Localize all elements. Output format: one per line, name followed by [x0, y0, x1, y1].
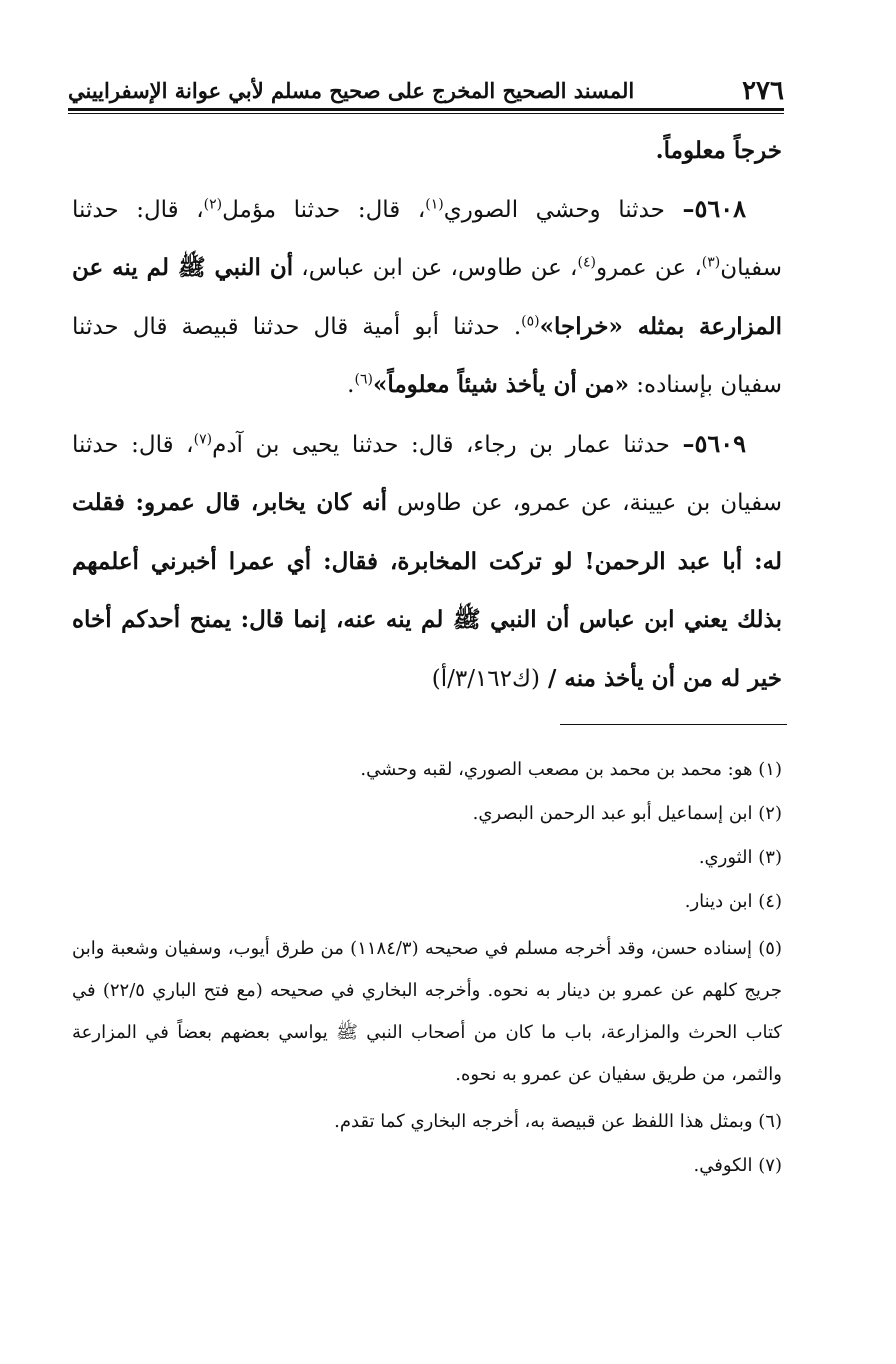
footnote-2: (٢) ابن إسماعيل أبو عبد الرحمن البصري. — [472, 803, 782, 824]
text-run: ، قال: حدثنا سفيان بن عيينة، عن عمرو، عن طاوس — [72, 431, 782, 516]
quoted-word: «خراجا» — [539, 312, 623, 340]
page-header — [68, 72, 784, 106]
continuation-paragraph: خرجاً معلوماً. — [655, 137, 782, 164]
header-rule-thick — [68, 108, 784, 111]
text-run: ، عن عمرو — [595, 255, 702, 281]
running-title: المسند الصحيح المخرج على صحيح مسلم لأبي عوانة الإسفراييني — [68, 78, 635, 103]
footnote-6: (٦) وبمثل هذا اللفظ عن قبيصة به، أخرجه البخاري كما تقدم. — [334, 1111, 782, 1132]
main-text — [72, 122, 782, 708]
hadith-number: ٥٦٠٩– — [682, 428, 746, 458]
page-number: ٢٧٦ — [742, 76, 784, 106]
text-run: ، قال: حدثنا سفيان — [72, 196, 782, 281]
footnotes — [72, 752, 782, 1192]
footnote-4: (٤) ابن دينار. — [684, 891, 782, 912]
footnote-1: (١) هو: محمد بن محمد بن مصعب الصوري، لقبه وحشي. — [360, 759, 782, 780]
footnote-ref: (٥) — [521, 312, 540, 329]
footnote-3: (٣) الثوري. — [698, 847, 782, 868]
footnote-ref: (٦) — [354, 371, 373, 388]
manuscript-ref: (ك٣/١٦٢/أ) — [431, 665, 540, 692]
footnote-7: (٧) الكوفي. — [693, 1155, 782, 1176]
hadith-matn: أن النبي ﷺ لم ينه عن المزارعة بمثله — [72, 254, 782, 340]
footnote-5: (٥) إسناده حسن، وقد أخرجه مسلم في صحيحه (١١٨٤/٣) من طرق أيوب، وسفيان وشعبة وابن جريج كلهم عن عمرو بن دينار به نحوه. وأخرجه البخاري في صحيحه (مع فتح الباري ٢٢/٥) في كتاب الحرث والمزارعة، باب ما كان من أصحاب النبي ﷺ يواسي بعضهم بعضاً في المزارعة والثمر، من طريق سفيان عن عمرو به نحوه. — [72, 938, 782, 1085]
header-rule-thin — [68, 113, 784, 114]
text-run: . حدثنا أبو أمية قال حدثنا قبيصة قال حدثنا سفيان بإسناده: — [72, 313, 782, 398]
footnote-separator — [560, 724, 787, 725]
text-run: ، عن طاوس، عن ابن عباس، — [293, 255, 578, 281]
hadith-entry-5609 — [72, 415, 782, 709]
footnote-ref: (٧) — [193, 430, 213, 447]
text-run: . — [347, 372, 355, 398]
footnote-ref: (١) — [425, 195, 444, 212]
hadith-entry-5608 — [72, 180, 782, 415]
text-run: حدثنا وحشي الصوري — [443, 196, 683, 223]
footnote-ref: (٤) — [577, 254, 596, 271]
text-run: حدثنا عمار بن رجاء، قال: حدثنا يحيى بن آدم — [212, 431, 683, 458]
footnote-ref: (٣) — [701, 254, 721, 271]
text-run: ، قال: حدثنا مؤمل — [222, 196, 426, 223]
quoted-phrase: «من أن يأخذ شيئاً معلوماً» — [372, 371, 629, 398]
footnote-ref: (٢) — [203, 195, 223, 212]
hadith-matn: أنه كان يخابر، قال عمرو: فقلت له: أبا عبد الرحمن! لو تركت المخابرة، فقال: أي عمرا أخبرني أعلمهم بذلك يعني ابن عباس أن النبي ﷺ لم ينه عنه، إنما قال: يمنح أحدكم أخاه خير له من أن يأخذ منه / — [72, 489, 782, 692]
hadith-number: ٥٦٠٨– — [682, 193, 746, 223]
